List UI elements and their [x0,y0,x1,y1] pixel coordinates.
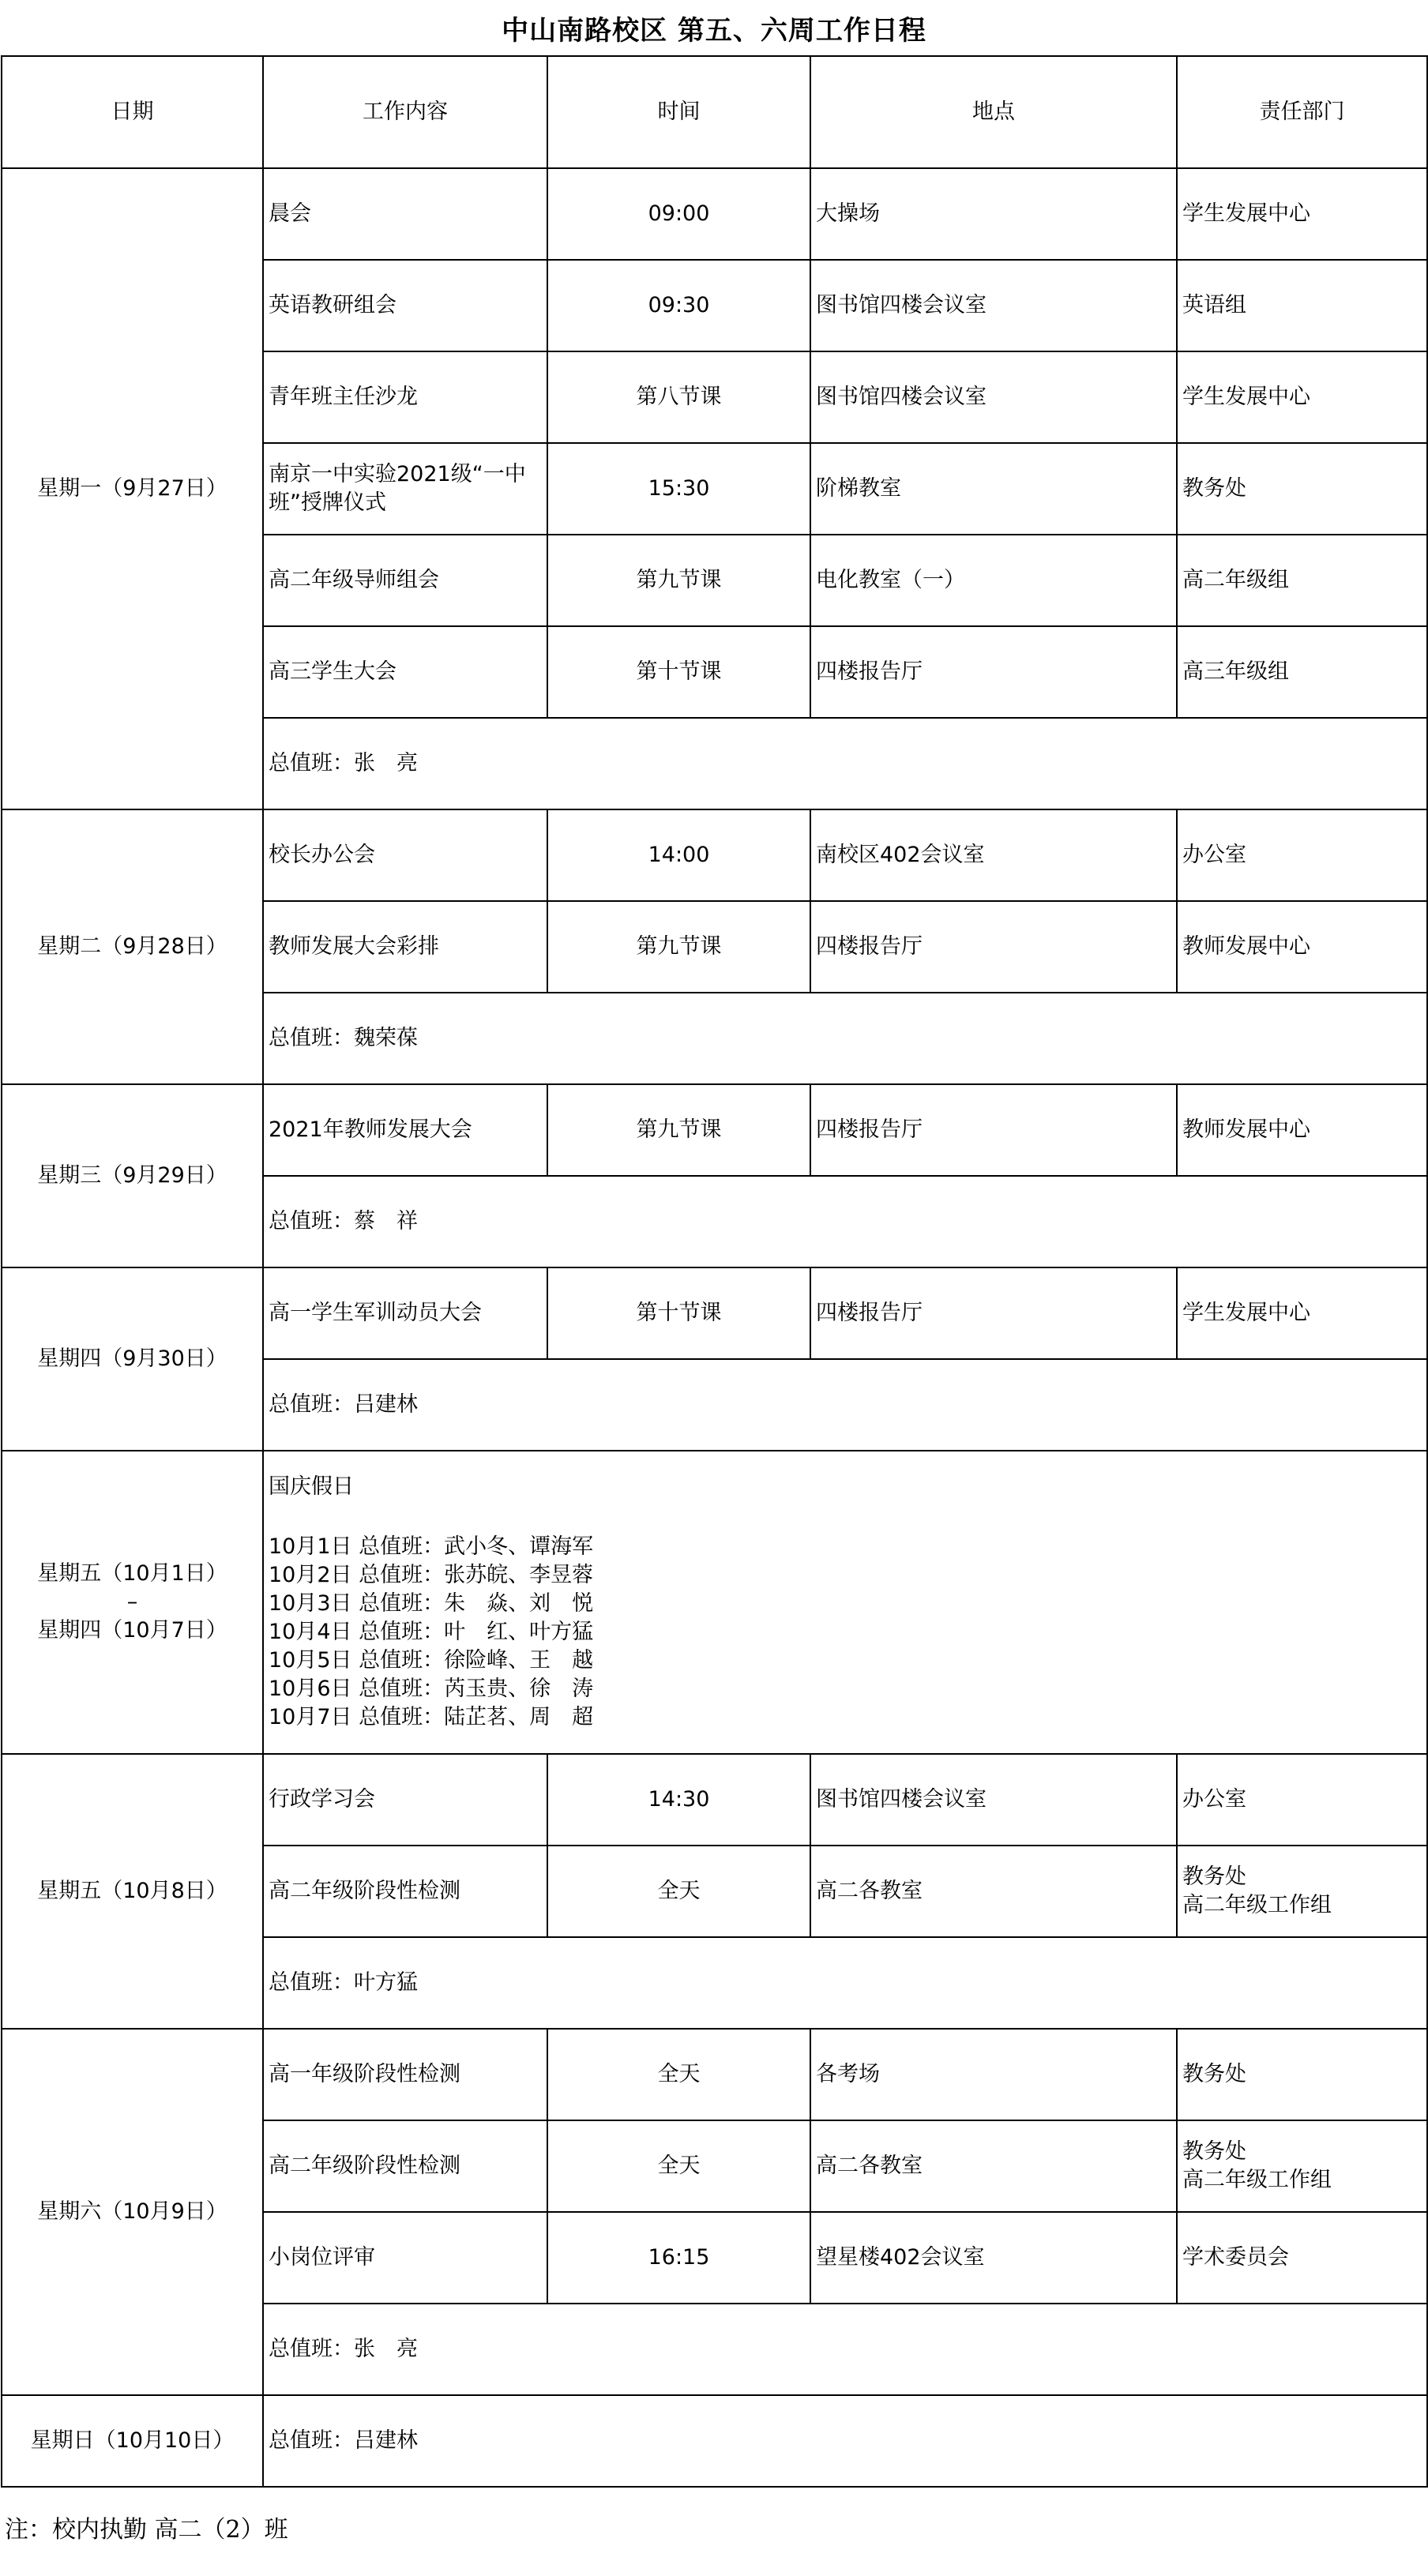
duty-cell: 总值班：吕建林 [263,2395,1427,2487]
dept-cell [1177,1846,1427,1937]
table-row [2,168,1427,260]
header-row [2,56,1427,168]
place-cell: 四楼报告厅 [810,901,1177,993]
date-cell: 星期六（10月9日） [2,2029,263,2395]
place-cell: 四楼报告厅 [810,1267,1177,1359]
duty-cell: 总值班：蔡 祥 [263,1176,1427,1267]
dept-line: 教务处 [1182,2139,1246,2164]
table-row [2,809,1427,901]
dept-cell: 高二年级组 [1177,535,1427,626]
schedule-table [1,55,1428,2488]
date-cell: 星期四（9月30日） [2,1267,263,1451]
dept-cell: 教务处 [1177,2029,1427,2120]
task-cell: 青年班主任沙龙 [263,351,547,443]
dept-line: 教务处 [1182,1864,1246,1889]
dept-cell: 教师发展中心 [1177,901,1427,993]
dept-line: 高二年级工作组 [1182,1893,1332,1917]
page-title: 中山南路校区 第五、六周工作日程 [502,14,926,47]
holiday-date-start: 星期五（10月1日） [37,1561,227,1586]
place-cell: 各考场 [810,2029,1177,2120]
place-cell: 四楼报告厅 [810,1084,1177,1176]
duty-cell: 总值班：叶方猛 [263,1937,1427,2029]
header-dept: 责任部门 [1177,56,1427,168]
table-row [2,1267,1427,1359]
date-cell: 星期五（10月8日） [2,1754,263,2029]
task-cell: 行政学习会 [263,1754,547,1846]
holiday-title: 国庆假日 [269,1474,354,1499]
time-cell: 09:00 [547,168,810,260]
place-cell: 大操场 [810,168,1177,260]
time-cell: 第十节课 [547,1267,810,1359]
holiday-duty-line: 10月3日 总值班：朱 焱、刘 悦 [269,1591,594,1616]
time-cell: 全天 [547,2120,810,2212]
time-cell: 14:00 [547,809,810,901]
dept-cell: 办公室 [1177,809,1427,901]
task-cell: 英语教研组会 [263,260,547,351]
task-cell: 校长办公会 [263,809,547,901]
task-cell: 2021年教师发展大会 [263,1084,547,1176]
dept-cell: 办公室 [1177,1754,1427,1846]
place-cell: 高二各教室 [810,2120,1177,2212]
task-cell: 高一年级阶段性检测 [263,2029,547,2120]
task-cell: 高一学生军训动员大会 [263,1267,547,1359]
task-cell: 高三学生大会 [263,626,547,718]
dept-cell: 学生发展中心 [1177,168,1427,260]
task-cell: 高二年级阶段性检测 [263,2120,547,2212]
time-cell: 第九节课 [547,1084,810,1176]
time-cell: 第九节课 [547,535,810,626]
duty-cell: 总值班：张 亮 [263,2304,1427,2395]
task-cell: 晨会 [263,168,547,260]
dept-cell: 学生发展中心 [1177,1267,1427,1359]
dept-cell: 英语组 [1177,260,1427,351]
time-cell: 16:15 [547,2212,810,2304]
duty-cell: 总值班：张 亮 [263,718,1427,809]
dept-cell: 教务处 [1177,443,1427,535]
task-cell: 高二年级导师组会 [263,535,547,626]
table-row [2,2029,1427,2120]
place-cell: 南校区402会议室 [810,809,1177,901]
header-time: 时间 [547,56,810,168]
time-cell: 全天 [547,2029,810,2120]
holiday-date-cell [2,1451,263,1754]
task-cell: 教师发展大会彩排 [263,901,547,993]
holiday-duty-line: 10月1日 总值班：武小冬、谭海军 [269,1534,594,1559]
holiday-date-end: 星期四（10月7日） [37,1618,227,1643]
table-row [2,1754,1427,1846]
time-cell: 15:30 [547,443,810,535]
holiday-duty-line: 10月7日 总值班：陆芷茗、周 超 [269,1705,594,1729]
place-cell: 高二各教室 [810,1846,1177,1937]
header-place: 地点 [810,56,1177,168]
place-cell: 图书馆四楼会议室 [810,1754,1177,1846]
holiday-duty-line: 10月6日 总值班：芮玉贵、徐 涛 [269,1677,594,1701]
date-cell: 星期一（9月27日） [2,168,263,809]
dept-cell: 学术委员会 [1177,2212,1427,2304]
date-cell: 星期三（9月29日） [2,1084,263,1267]
holiday-duty-line: 10月5日 总值班：徐险峰、王 越 [269,1648,594,1673]
place-cell: 电化教室（一） [810,535,1177,626]
place-cell: 望星楼402会议室 [810,2212,1177,2304]
task-cell: 高二年级阶段性检测 [263,1846,547,1937]
place-cell: 阶梯教室 [810,443,1177,535]
dept-cell: 教师发展中心 [1177,1084,1427,1176]
time-cell: 09:30 [547,260,810,351]
header-date: 日期 [2,56,263,168]
time-cell: 第八节课 [547,351,810,443]
duty-cell: 总值班：魏荣葆 [263,993,1427,1084]
time-cell: 全天 [547,1846,810,1937]
place-cell: 图书馆四楼会议室 [810,260,1177,351]
time-cell: 第十节课 [547,626,810,718]
dept-cell: 学生发展中心 [1177,351,1427,443]
header-task: 工作内容 [263,56,547,168]
holiday-duty-line: 10月2日 总值班：张苏皖、李昱蓉 [269,1563,594,1587]
date-cell: 星期二（9月28日） [2,809,263,1084]
footer-note: 注：校内执勤 高二（2）班 [5,2516,288,2544]
table-row [2,1084,1427,1176]
date-cell: 星期日（10月10日） [2,2395,263,2487]
holiday-date-separator: – [126,1590,138,1614]
dept-cell [1177,2120,1427,2212]
dept-cell: 高三年级组 [1177,626,1427,718]
holiday-cell [263,1451,1427,1754]
time-cell: 第九节课 [547,901,810,993]
dept-line: 高二年级工作组 [1182,2168,1332,2192]
place-cell: 四楼报告厅 [810,626,1177,718]
holiday-row [2,1451,1427,1754]
place-cell: 图书馆四楼会议室 [810,351,1177,443]
time-cell: 14:30 [547,1754,810,1846]
task-cell: 小岗位评审 [263,2212,547,2304]
duty-cell: 总值班：吕建林 [263,1359,1427,1451]
holiday-duty-line: 10月4日 总值班：叶 红、叶方猛 [269,1620,594,1644]
task-cell: 南京一中实验2021级“一中班”授牌仪式 [263,443,547,535]
table-row [2,2395,1427,2487]
